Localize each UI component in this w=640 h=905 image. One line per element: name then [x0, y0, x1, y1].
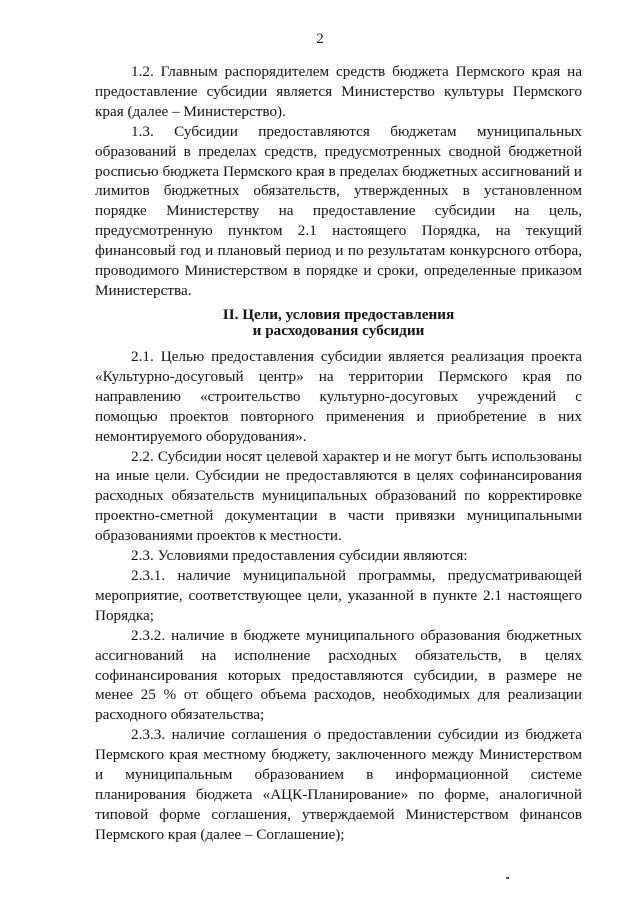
paragraph-2-3: 2.3. Условиями предоставления субсидии являются:: [131, 547, 468, 565]
paragraph-2-2: 2.2. Субсидии носят целевой характер и не могут быть использованы на иные цели. Субсидии не предоставляются в целях софинансирования расходных обязательств муниципальных образований по корректировке проектно-сметной документации в части привязки муниципальными образованиями проектов к местности.: [95, 447, 582, 545]
paragraph-2-1: 2.1. Целью предоставления субсидии является реализация проекта «Культурно-досуговый центр» на территории Пермского края по направлению «строительство культурно-досуговых учреждений с помощью проектов повторного применения и приобретение в них немонтируемого оборудования».: [95, 348, 582, 445]
section-2-body: [95, 347, 582, 845]
scan-mark: [506, 877, 509, 879]
paragraph-1-2: 1.2. Главным распорядителем средств бюджета Пермского края на предоставление субсидии является Министерство культуры Пермского края (далее – Министерство).: [95, 63, 582, 120]
paragraph-2-3-1: 2.3.1. наличие муниципальной программы, предусматривающей мероприятие, соответствующее цели, указанной в пункте 2.1 настоящего Порядка;: [95, 566, 582, 624]
section-heading: [95, 307, 582, 339]
paragraph-2-3-2: 2.3.2. наличие в бюджете муниципального образования бюджетных ассигнований на исполнение расходных обязательств, в целях софинансирования которых предоставляются субсидии, в размере не менее 25 % от общего объема расходов, необходимых для реализации расходного обязательства;: [95, 626, 582, 724]
paragraph-1-3: 1.3. Субсидии предоставляются бюджетам муниципальных образований в пределах средств, предусмотренных сводной бюджетной росписью бюджета Пермского края в пределах бюджетных ассигнований и лимитов бюджетных обязательств, утвержденных в установленном порядке Министерству на предоставление субсидии на цель, предусмотренную пунктом 2.1 настоящего Порядка, на текущий финансовый год и плановый период и по результатам конкурсного отбора, проводимого Министерством в порядке и сроки, определенные приказом Министерства.: [95, 122, 582, 299]
page-number: 2: [316, 31, 324, 47]
paragraph-1-2-block: [95, 62, 582, 301]
section-heading-line-1: II. Цели, условия предоставления: [222, 306, 455, 323]
section-heading-line-2: и расходования субсидии: [252, 322, 425, 339]
paragraph-2-3-3: 2.3.3. наличие соглашения о предоставлении субсидии из бюджета Пермского края местному бюджету, заключенного между Министерством и муниципальным образованием в информационной системе планирования бюджета «АЦК-Планирование» по форме, аналогичной типовой форме соглашения, утверждаемой Министерством финансов Пермского края (далее – Соглашение);: [95, 726, 582, 843]
